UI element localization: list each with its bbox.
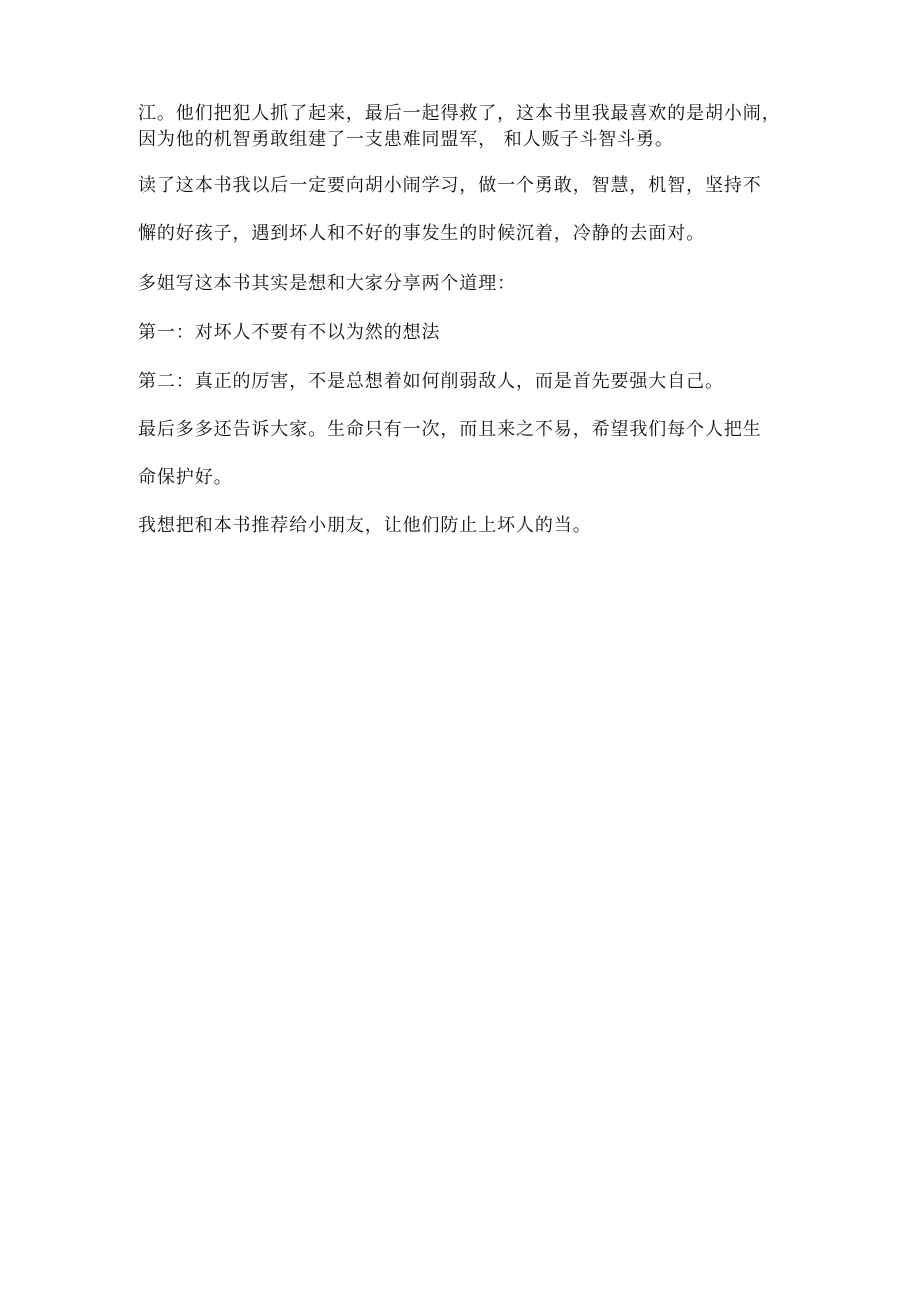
text-line: 因为他的机智勇敢组建了一支患难同盟军， 和人贩子斗智斗勇。 [138, 129, 674, 150]
text-line: 读了这本书我以后一定要向胡小闹学习，做一个勇敢，智慧，机智，坚持不 [138, 175, 762, 196]
text-line: 命保护好。 [138, 467, 233, 488]
text-line: 最后多多还告诉大家。生命只有一次，而且来之不易，希望我们每个人把生 [138, 419, 762, 440]
text-line: 我想把和本书推荐给小朋友，让他们防止上坏人的当。 [138, 515, 592, 536]
text-line: 多姐写这本书其实是想和大家分享两个道理： [138, 273, 516, 294]
text-line: 第一：对坏人不要有不以为然的想法 [138, 322, 441, 343]
text-line: 懈的好孩子，遇到坏人和不好的事发生的时候沉着，冷静的去面对。 [138, 223, 705, 244]
text-line: 江。他们把犯人抓了起来，最后一起得救了，这本书里我最喜欢的是胡小闹， [138, 103, 781, 124]
text-line: 第二：真正的厉害，不是总想着如何削弱敌人，而是首先要强大自己。 [138, 371, 724, 392]
